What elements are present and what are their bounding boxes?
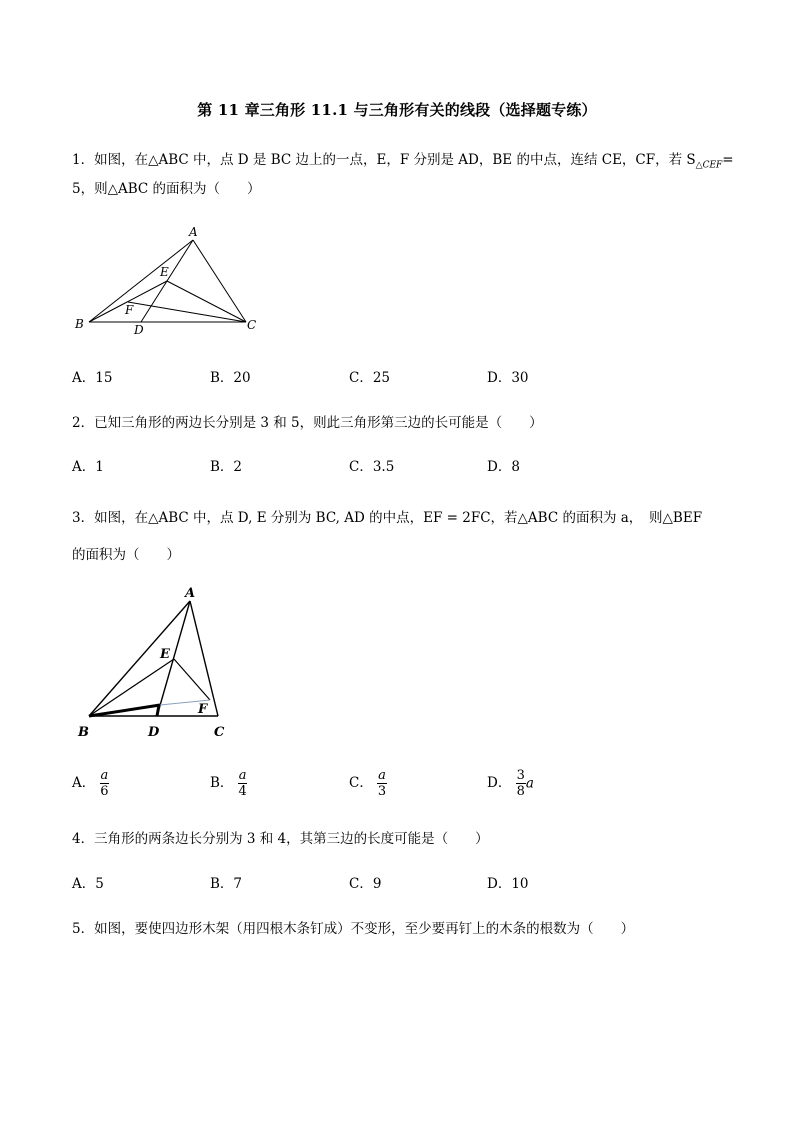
fig3-label-b: B: [78, 725, 89, 740]
q1-option-c: C．25: [349, 370, 391, 386]
q3-option-b-denominator: 4: [238, 784, 247, 799]
q3-option-c-letter: C．: [349, 775, 373, 791]
q3-option-d-denominator: 8: [516, 784, 525, 799]
question-4-text: 4．三角形的两条边长分别为 3 和 4，其第三边的长度可能是（ ）: [72, 831, 489, 847]
q3-option-b-numerator: a: [238, 768, 247, 783]
q4-option-c: C．9: [349, 876, 382, 892]
fig1-label-b: B: [75, 317, 84, 331]
q1-option-a: A．15: [72, 370, 113, 386]
fig1-label-a: A: [189, 225, 198, 239]
fig3-segment-d-tick: [157, 705, 159, 716]
q2-option-c: C．3.5: [349, 459, 395, 475]
q3-option-c: [349, 768, 387, 799]
q2-option-d: D．8: [487, 459, 520, 475]
fig3-label-e: E: [160, 647, 170, 662]
question-3-line2: 的面积为（ ）: [72, 547, 180, 563]
area-subscript: △CEF: [695, 160, 723, 171]
fig3-label-c: C: [214, 725, 225, 740]
q3-option-a-fraction: [100, 768, 110, 799]
q2-option-b: B．2: [210, 459, 243, 475]
fig1-segment-ec: [167, 281, 246, 322]
fig3-segment-ac: [190, 601, 218, 716]
fig1-segment-ab: [89, 240, 193, 322]
fig1-label-e: E: [160, 265, 169, 279]
q3-option-d-numerator: 3: [516, 768, 525, 783]
fig1-segment-ac: [193, 240, 246, 322]
q3-option-d: [487, 768, 534, 799]
q3-option-b-letter: B．: [210, 775, 234, 791]
q3-option-a-denominator: 6: [100, 784, 109, 799]
fig1-label-c: C: [247, 318, 257, 332]
fig3-label-a: A: [185, 586, 196, 601]
fig1-label-f: F: [125, 303, 134, 317]
fig3-segment-ab: [89, 601, 190, 716]
q4-option-a: A．5: [72, 876, 104, 892]
q3-option-a-numerator: a: [100, 768, 109, 783]
q3-option-b: [210, 768, 247, 799]
fig1-segment-fc: [128, 302, 246, 322]
q3-option-c-fraction: [377, 768, 387, 799]
page-title: 第 11 章三角形 11.1 与三角形有关的线段（选择题专练）: [197, 101, 597, 119]
question-2-text: 2．已知三角形的两边长分别是 3 和 5，则此三角形第三边的长可能是（ ）: [72, 415, 543, 431]
q3-option-a-letter: A．: [72, 775, 96, 791]
fig3-label-d: D: [148, 725, 160, 740]
fig3-segment-bf-thick: [89, 705, 160, 716]
q3-option-d-fraction: [516, 768, 526, 799]
q3-option-c-numerator: a: [378, 768, 386, 783]
figure-1: [89, 240, 246, 322]
fig3-segment-ef: [174, 659, 210, 700]
fig3-label-f: F: [198, 702, 208, 717]
question-1-line1: 1．如图，在△ABC 中，点 D 是 BC 边上的一点，E，F 分别是 AD，BE 的中点，连结 CE，CF，若 S: [72, 152, 696, 168]
question-3-line1: 3．如图，在△ABC 中，点 D, E 分别为 BC, AD 的中点，EF = 2FC，若△ABC 的面积为 a， 则△BEF: [72, 510, 703, 526]
q1-option-d: D．30: [487, 370, 529, 386]
q4-option-d: D．10: [487, 876, 529, 892]
q3-option-d-letter: D．: [487, 775, 512, 791]
q3-option-c-denominator: 3: [377, 784, 387, 799]
q3-option-a: [72, 768, 109, 799]
q4-option-b: B．7: [210, 876, 243, 892]
figure-3: [89, 601, 218, 716]
fig1-label-d: D: [134, 323, 144, 337]
question-5-text: 5．如图，要使四边形木架（用四根木条钉成）不变形，至少要再钉上的木条的根数为（ ）: [72, 921, 635, 937]
question-1-line2: 5，则△ABC 的面积为（ ）: [72, 181, 261, 197]
q3-option-d-suffix: a: [525, 775, 534, 792]
question-1-line1-end: =: [722, 152, 734, 168]
q3-option-b-fraction: [238, 768, 248, 799]
q2-option-a: A．1: [72, 459, 104, 475]
q1-option-b: B．20: [210, 370, 251, 386]
